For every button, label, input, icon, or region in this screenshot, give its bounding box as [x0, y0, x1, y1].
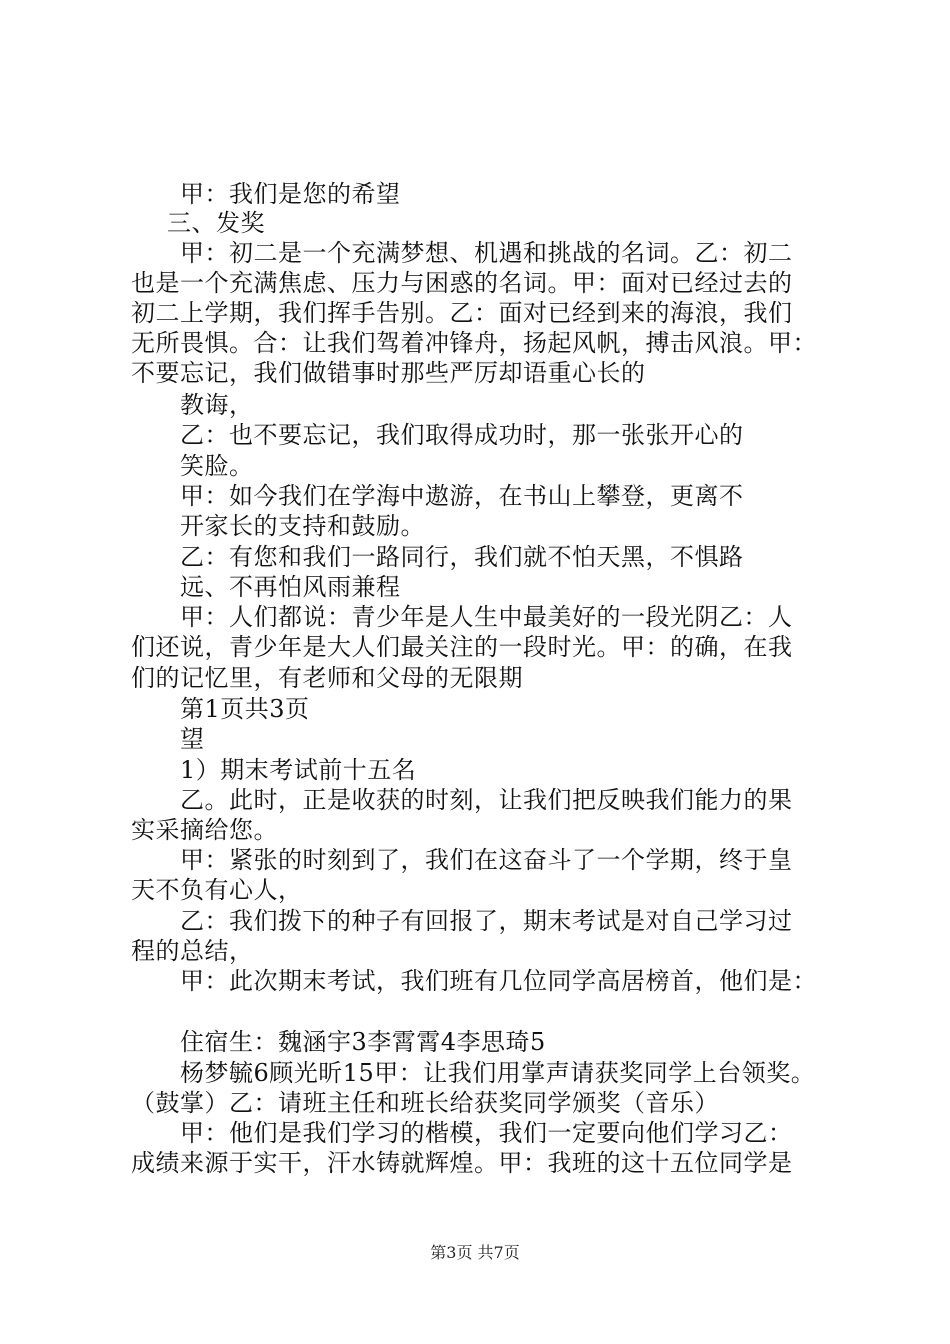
- text-line: 教诲，: [180, 391, 254, 419]
- text-line: 不要忘记，我们做错事时那些严厉却语重心长的: [131, 359, 646, 387]
- text-line: 远、不再怕风雨兼程: [180, 573, 401, 601]
- text-line: 乙。此时，正是收获的时刻，让我们把反映我们能力的果: [180, 786, 793, 814]
- text-line: 甲：人们都说：青少年是人生中最美好的一段光阴乙：人: [180, 603, 793, 631]
- text-line: 住宿生：魏涵宇3李霄霄4李思琦5: [180, 1028, 546, 1056]
- text-line: 乙：有您和我们一路同行，我们就不怕天黑，不惧路: [180, 543, 744, 571]
- text-line: 乙：也不要忘记，我们取得成功时，那一张张开心的: [180, 421, 744, 449]
- text-line: 乙：我们拨下的种子有回报了，期末考试是对自己学习过: [180, 907, 793, 935]
- text-line: （鼓掌）乙：请班主任和班长给获奖同学颁奖（音乐）: [131, 1089, 719, 1117]
- text-line: 甲：紧张的时刻到了，我们在这奋斗了一个学期，终于皇: [180, 846, 793, 874]
- text-line: 甲：我们是您的希望: [180, 180, 401, 208]
- text-line: 实采摘给您。: [131, 816, 278, 844]
- page-footer: 第3页 共7页: [430, 1243, 520, 1262]
- text-line: 杨梦毓6顾光昕15甲：让我们用掌声请获奖同学上台领奖。: [180, 1059, 816, 1087]
- page-counter-text: 第1页共3页: [180, 695, 310, 723]
- text-line: 们的记忆里，有老师和父母的无限期: [131, 664, 523, 692]
- text-line: 望: [180, 725, 205, 753]
- text-line: 成绩来源于实干，汗水铸就辉煌。甲：我班的这十五位同学是: [131, 1149, 793, 1177]
- text-line: 甲：他们是我们学习的楷模，我们一定要向他们学习乙：: [180, 1119, 793, 1147]
- text-line: 也是一个充满焦虑、压力与困惑的名词。甲：面对已经过去的: [131, 269, 793, 297]
- section-heading: 三、发奖: [167, 209, 265, 237]
- text-line: 甲：初二是一个充满梦想、机遇和挑战的名词。乙：初二: [180, 239, 793, 267]
- text-line: 初二上学期，我们挥手告别。乙：面对已经到来的海浪，我们: [131, 299, 793, 327]
- text-line: 无所畏惧。合：让我们驾着冲锋舟，扬起风帆，搏击风浪。甲：: [131, 329, 817, 357]
- text-line: 甲：此次期末考试，我们班有几位同学高居榜首，他们是：: [180, 967, 817, 995]
- text-line: 甲：如今我们在学海中遨游，在书山上攀登，更离不: [180, 482, 744, 510]
- text-line: 开家长的支持和鼓励。: [180, 512, 425, 540]
- text-line: 天不负有心人，: [131, 876, 303, 904]
- text-line: 笑脸。: [180, 452, 254, 480]
- text-line: 们还说，青少年是大人们最关注的一段时光。甲：的确，在我: [131, 633, 793, 661]
- list-heading: 1）期末考试前十五名: [180, 756, 417, 784]
- text-line: 程的总结，: [131, 937, 254, 965]
